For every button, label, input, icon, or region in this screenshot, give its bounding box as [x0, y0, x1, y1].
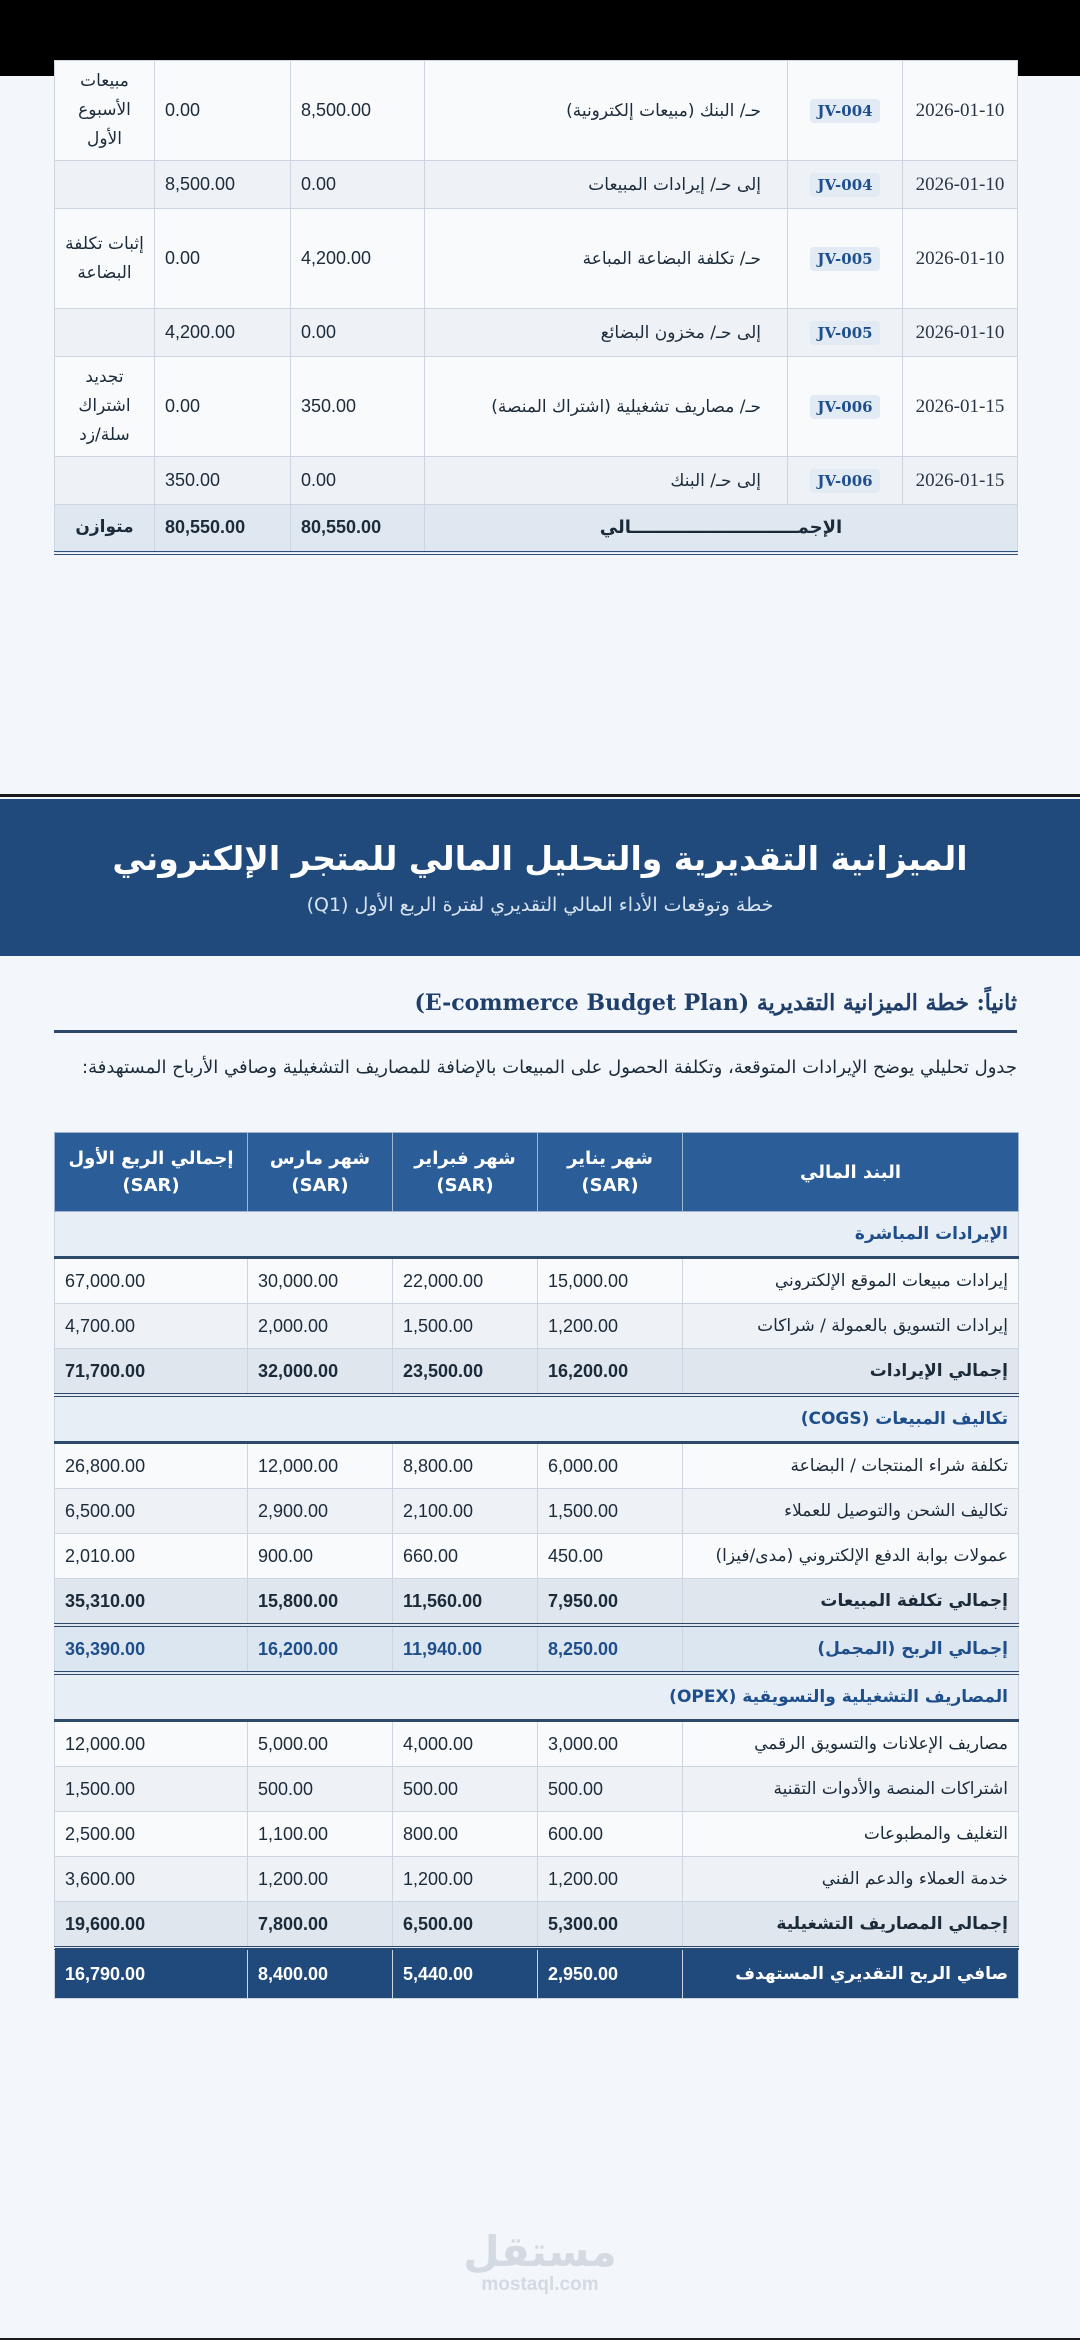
cell-value: 16,790.00 — [55, 1948, 248, 1999]
subtotal-row-cogs — [55, 1579, 1019, 1626]
cell-value: 15,800.00 — [248, 1579, 393, 1626]
entry-account: إلى حـ/ البنك — [425, 457, 788, 505]
col-header-feb — [393, 1133, 538, 1212]
category-label: المصاريف التشغيلية والتسويقية (OPEX) — [55, 1673, 1019, 1721]
entry-account: إلى حـ/ إيرادات المبيعات — [425, 161, 788, 209]
row-label: مصاريف الإعلانات والتسويق الرقمي — [683, 1721, 1019, 1767]
cell-value: 16,200.00 — [248, 1625, 393, 1673]
cell-value: 1,200.00 — [538, 1857, 683, 1902]
cell-value — [788, 61, 903, 161]
entry-date: 2026-01-10 — [903, 161, 1018, 209]
cell-value: 35,310.00 — [55, 1579, 248, 1626]
cell-value: 1,500.00 — [393, 1304, 538, 1349]
journal-entries-table — [54, 60, 1018, 555]
cell-value: 800.00 — [393, 1812, 538, 1857]
row-label: عمولات بوابة الدفع الإلكتروني (مدى/فيزا) — [683, 1534, 1019, 1579]
entry-date: 2026-01-15 — [903, 357, 1018, 457]
page-title: الميزانية التقديرية والتحليل المالي للمتجر الإلكتروني — [112, 839, 968, 878]
subtotal-row-opex — [55, 1902, 1019, 1949]
table-header-row — [55, 1133, 1019, 1212]
cell-value: 8,800.00 — [393, 1443, 538, 1489]
journal-row — [55, 161, 1018, 209]
cell-value: 1,200.00 — [538, 1304, 683, 1349]
cell-value: 600.00 — [538, 1812, 683, 1857]
cell-value: 1,200.00 — [393, 1857, 538, 1902]
cell-value: 500.00 — [393, 1767, 538, 1812]
entry-note — [55, 161, 155, 209]
watermark-arabic: مستقل — [463, 2227, 617, 2276]
cell-value: 5,440.00 — [393, 1948, 538, 1999]
category-row-opex — [55, 1673, 1019, 1721]
table-row — [55, 1258, 1019, 1304]
page-header-banner — [0, 799, 1080, 956]
entry-ref-badge: JV-004 — [810, 173, 879, 197]
journal-total-row — [55, 505, 1018, 553]
entry-account: إلى حـ/ مخزون البضائع — [425, 309, 788, 357]
cell-value: 6,500.00 — [55, 1489, 248, 1534]
cell-value: 1,100.00 — [248, 1812, 393, 1857]
col-header-jan — [538, 1133, 683, 1212]
entry-account: حـ/ مصاريف تشغيلية (اشتراك المنصة) — [425, 357, 788, 457]
journal-row — [55, 357, 1018, 457]
journal-row — [55, 309, 1018, 357]
header-text: (SAR) — [581, 1175, 639, 1196]
col-header-mar — [248, 1133, 393, 1212]
cell-value: 450.00 — [538, 1534, 683, 1579]
entry-debit: 4,200.00 — [291, 209, 425, 309]
journal-balance-status: متوازن — [55, 505, 155, 553]
header-text: (SAR) — [291, 1175, 349, 1196]
entry-credit: 0.00 — [155, 357, 291, 457]
cell-value: 11,560.00 — [393, 1579, 538, 1626]
entry-debit: 8,500.00 — [291, 61, 425, 161]
journal-total-label: الإجمـــــــــــــــــــــــــــالي — [425, 505, 1018, 553]
header-text: شهر يناير — [567, 1148, 653, 1169]
entry-note: تجديد اشتراك سلة/زد — [55, 357, 155, 457]
cell-value: 22,000.00 — [393, 1258, 538, 1304]
category-row-revenue — [55, 1212, 1019, 1258]
table-row — [55, 1721, 1019, 1767]
cell-value: 1,200.00 — [248, 1857, 393, 1902]
entry-note: مبيعات الأسبوع الأول — [55, 61, 155, 161]
cell-value: 11,940.00 — [393, 1625, 538, 1673]
entry-date: 2026-01-10 — [903, 61, 1018, 161]
row-label: صافي الربح التقديري المستهدف — [683, 1948, 1019, 1999]
category-label: الإيرادات المباشرة — [55, 1212, 1019, 1258]
cell-value: 12,000.00 — [248, 1443, 393, 1489]
cell-value: 2,100.00 — [393, 1489, 538, 1534]
entry-ref-badge: JV-006 — [810, 469, 879, 493]
cell-value — [788, 457, 903, 505]
mostaql-watermark — [0, 2227, 1080, 2296]
row-label: إيرادات مبيعات الموقع الإلكتروني — [683, 1258, 1019, 1304]
cell-value: 30,000.00 — [248, 1258, 393, 1304]
section-title: ثانياً: خطة الميزانية التقديرية (E-commerce Budget Plan) — [54, 990, 1017, 1033]
cell-value: 2,000.00 — [248, 1304, 393, 1349]
header-text: شهر فبراير — [414, 1148, 516, 1169]
table-row — [55, 1812, 1019, 1857]
journal-row — [55, 457, 1018, 505]
subtotal-row-revenue — [55, 1349, 1019, 1396]
entry-ref-badge: JV-005 — [810, 247, 879, 271]
cell-value: 8,250.00 — [538, 1625, 683, 1673]
cell-value: 7,950.00 — [538, 1579, 683, 1626]
entry-debit: 0.00 — [291, 457, 425, 505]
category-row-cogs — [55, 1395, 1019, 1443]
cell-value: 6,000.00 — [538, 1443, 683, 1489]
row-label: تكاليف الشحن والتوصيل للعملاء — [683, 1489, 1019, 1534]
cell-value: 2,500.00 — [55, 1812, 248, 1857]
entry-debit: 0.00 — [291, 161, 425, 209]
entry-debit: 0.00 — [291, 309, 425, 357]
journal-row — [55, 209, 1018, 309]
cell-value — [788, 357, 903, 457]
cell-value: 3,000.00 — [538, 1721, 683, 1767]
journal-row — [55, 61, 1018, 161]
cell-value: 660.00 — [393, 1534, 538, 1579]
entry-credit: 0.00 — [155, 209, 291, 309]
page-separator — [0, 794, 1080, 797]
cell-value: 500.00 — [248, 1767, 393, 1812]
entry-ref-badge: JV-005 — [810, 321, 879, 345]
entry-credit: 0.00 — [155, 61, 291, 161]
net-profit-row — [55, 1948, 1019, 1999]
cell-value: 2,010.00 — [55, 1534, 248, 1579]
entry-date: 2026-01-15 — [903, 457, 1018, 505]
entry-note — [55, 457, 155, 505]
cell-value — [788, 209, 903, 309]
entry-credit: 8,500.00 — [155, 161, 291, 209]
entry-debit: 350.00 — [291, 357, 425, 457]
cell-value: 1,500.00 — [538, 1489, 683, 1534]
cell-value — [788, 161, 903, 209]
cell-value: 2,900.00 — [248, 1489, 393, 1534]
cell-value: 900.00 — [248, 1534, 393, 1579]
watermark-url: mostaql.com — [481, 2274, 599, 2295]
header-text: إجمالي الربع الأول — [68, 1148, 234, 1169]
section-description: جدول تحليلي يوضح الإيرادات المتوقعة، وتكلفة الحصول على المبيعات بالإضافة للمصاريف التشغيلية وصافي الأرباح المستهدفة: — [82, 1057, 1017, 1078]
cell-value — [788, 309, 903, 357]
table-row — [55, 1767, 1019, 1812]
cell-value: 12,000.00 — [55, 1721, 248, 1767]
entry-account: حـ/ تكلفة البضاعة المباعة — [425, 209, 788, 309]
cell-value: 1,500.00 — [55, 1767, 248, 1812]
table-row — [55, 1443, 1019, 1489]
cell-value: 5,300.00 — [538, 1902, 683, 1949]
entry-credit: 350.00 — [155, 457, 291, 505]
entry-credit: 4,200.00 — [155, 309, 291, 357]
cell-value: 16,200.00 — [538, 1349, 683, 1396]
col-header-q1 — [55, 1133, 248, 1212]
page-subtitle: خطة وتوقعات الأداء المالي التقديري لفترة الربع الأول (Q1) — [306, 894, 774, 916]
cell-value: 4,000.00 — [393, 1721, 538, 1767]
row-label: تكلفة شراء المنتجات / البضاعة — [683, 1443, 1019, 1489]
row-label: التغليف والمطبوعات — [683, 1812, 1019, 1857]
cell-value: 2,950.00 — [538, 1948, 683, 1999]
cell-value: 5,000.00 — [248, 1721, 393, 1767]
entry-note: إثبات تكلفة البضاعة — [55, 209, 155, 309]
budget-plan-table — [54, 1132, 1019, 1999]
header-text: شهر مارس — [269, 1148, 371, 1169]
entry-note — [55, 309, 155, 357]
cell-value: 36,390.00 — [55, 1625, 248, 1673]
gross-profit-row — [55, 1625, 1019, 1673]
entry-date: 2026-01-10 — [903, 209, 1018, 309]
journal-total-debit: 80,550.00 — [291, 505, 425, 553]
row-label: خدمة العملاء والدعم الفني — [683, 1857, 1019, 1902]
header-text: (SAR) — [122, 1175, 180, 1196]
row-label: إجمالي الإيرادات — [683, 1349, 1019, 1396]
entry-date: 2026-01-10 — [903, 309, 1018, 357]
col-header-item — [683, 1133, 1019, 1212]
entry-ref-badge: JV-006 — [810, 395, 879, 419]
cell-value: 500.00 — [538, 1767, 683, 1812]
cell-value: 32,000.00 — [248, 1349, 393, 1396]
journal-total-credit: 80,550.00 — [155, 505, 291, 553]
cell-value: 7,800.00 — [248, 1902, 393, 1949]
cell-value: 26,800.00 — [55, 1443, 248, 1489]
header-text: البند المالي — [799, 1161, 901, 1183]
table-row — [55, 1489, 1019, 1534]
cell-value: 4,700.00 — [55, 1304, 248, 1349]
row-label: إيرادات التسويق بالعمولة / شراكات — [683, 1304, 1019, 1349]
row-label: اشتراكات المنصة والأدوات التقنية — [683, 1767, 1019, 1812]
cell-value: 19,600.00 — [55, 1902, 248, 1949]
table-row — [55, 1534, 1019, 1579]
category-label: تكاليف المبيعات (COGS) — [55, 1395, 1019, 1443]
cell-value: 67,000.00 — [55, 1258, 248, 1304]
cell-value: 71,700.00 — [55, 1349, 248, 1396]
row-label: إجمالي تكلفة المبيعات — [683, 1579, 1019, 1626]
entry-ref-badge: JV-004 — [810, 99, 879, 123]
cell-value: 15,000.00 — [538, 1258, 683, 1304]
row-label: إجمالي الربح (المجمل) — [683, 1625, 1019, 1673]
cell-value: 8,400.00 — [248, 1948, 393, 1999]
header-text: (SAR) — [436, 1175, 494, 1196]
cell-value: 23,500.00 — [393, 1349, 538, 1396]
table-row — [55, 1857, 1019, 1902]
entry-account: حـ/ البنك (مبيعات إلكترونية) — [425, 61, 788, 161]
cell-value: 6,500.00 — [393, 1902, 538, 1949]
table-row — [55, 1304, 1019, 1349]
row-label: إجمالي المصاريف التشغيلية — [683, 1902, 1019, 1949]
cell-value: 3,600.00 — [55, 1857, 248, 1902]
